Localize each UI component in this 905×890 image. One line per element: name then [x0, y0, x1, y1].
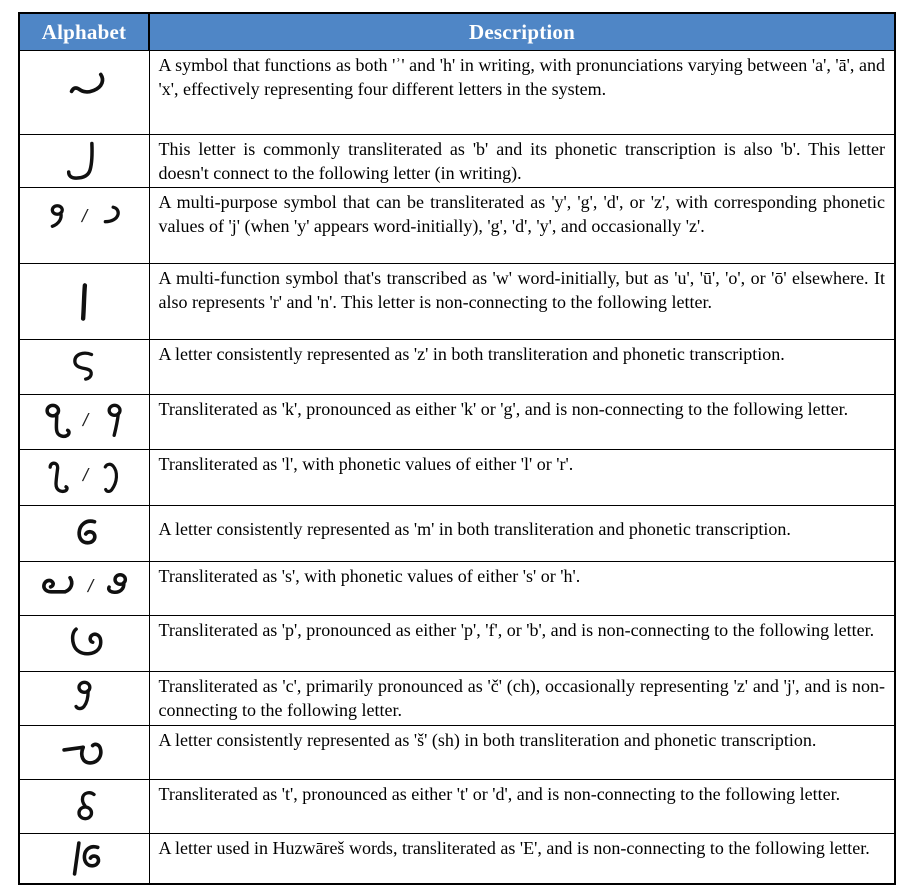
- alphabet-glyph-cell: [19, 562, 149, 616]
- alphabet-glyph-cell: [19, 340, 149, 395]
- description-cell: This letter is commonly transliterated as 'b' and its phonetic transcription is also 'b'. This letter doesn't connect to the following letter (in writing).: [149, 135, 895, 188]
- pahlavi-letter-p-glyph: [63, 621, 105, 667]
- description-cell: A letter consistently represented as 'm' in both transliteration and phonetic transcription.: [149, 506, 895, 562]
- table-row: [19, 450, 895, 506]
- alphabet-glyph-cell: [19, 834, 149, 884]
- table-row: [19, 188, 895, 264]
- alphabet-glyph-cell: [19, 726, 149, 780]
- pahlavi-letter-yd_right-glyph: [94, 200, 128, 237]
- pahlavi-letter-c-glyph: [64, 677, 104, 721]
- table-row: [19, 264, 895, 340]
- pahlavi-letter-yd_left-glyph: [41, 200, 75, 237]
- glyph-separator-slash: /: [79, 206, 89, 226]
- pahlavi-letter-sh-glyph: [58, 730, 110, 775]
- pahlavi-letter-s_right-glyph: [100, 568, 138, 610]
- pahlavi-letter-s_left-glyph: [31, 567, 81, 610]
- alphabet-glyph-cell: [19, 188, 149, 264]
- alphabet-glyph-cell: [19, 264, 149, 340]
- glyph-separator-slash: /: [80, 409, 90, 430]
- description-column-header: Description: [149, 13, 895, 51]
- alphabet-glyph-cell: [19, 616, 149, 672]
- table-row: [19, 780, 895, 834]
- pahlavi-letter-z-glyph: [64, 345, 104, 389]
- alphabet-glyph-cell: [19, 506, 149, 562]
- table-row: [19, 506, 895, 562]
- description-cell: Transliterated as 's', with phonetic values of either 's' or 'h'.: [149, 562, 895, 616]
- alphabet-column-header: Alphabet: [19, 13, 149, 51]
- table-row: [19, 834, 895, 884]
- description-cell: A letter consistently represented as 'š' (sh) in both transliteration and phonetic transcription.: [149, 726, 895, 780]
- alphabet-glyph-cell: [19, 450, 149, 506]
- description-cell: Transliterated as 'l', with phonetic values of either 'l' or 'r'.: [149, 450, 895, 506]
- pahlavi-letter-l_left-glyph: [36, 456, 76, 500]
- description-cell: Transliterated as 't', pronounced as either 't' or 'd', and is non-connecting to the following letter.: [149, 780, 895, 834]
- glyph-separator-slash: /: [85, 576, 95, 596]
- description-cell: Transliterated as 'p', pronounced as either 'p', 'f', or 'b', and is non-connecting to the following letter.: [149, 616, 895, 672]
- alphabet-glyph-cell: [19, 672, 149, 726]
- description-cell: Transliterated as 'k', pronounced as either 'k' or 'g', and is non-connecting to the following letter.: [149, 395, 895, 450]
- alphabet-glyph-cell: [19, 780, 149, 834]
- description-cell: A multi-purpose symbol that can be transliterated as 'y', 'g', 'd', or 'z', with corresponding phonetic values of 'j' (when 'y' appears word-initially), 'g', 'd', 'y', and occasionally 'z'.: [149, 188, 895, 264]
- description-cell: A symbol that functions as both 'ʾ' and 'h' in writing, with pronunciations varying between 'a', 'ā', and 'x', effectively representing four different letters in the system.: [149, 51, 895, 135]
- table-row: [19, 135, 895, 188]
- pahlavi-letter-k_right-glyph: [95, 400, 135, 444]
- description-cell: Transliterated as 'c', primarily pronounced as 'č' (ch), occasionally representing 'z' and 'j', and is non-connecting to the following letter.: [149, 672, 895, 726]
- description-cell: A letter consistently represented as 'z' in both transliteration and phonetic transcription.: [149, 340, 895, 395]
- pahlavi-letter-E-glyph: [60, 836, 108, 881]
- alphabet-glyph-cell: [19, 135, 149, 188]
- description-cell: A multi-function symbol that's transcribed as 'w' word-initially, but as 'u', 'ū', 'o', or 'ō' elsewhere. It also represents 'r' and 'n'. This letter is non-connecting to the following letter.: [149, 264, 895, 340]
- alphabet-glyph-cell: [19, 395, 149, 450]
- alphabet-table: [18, 12, 896, 885]
- table-row: [19, 395, 895, 450]
- pahlavi-letter-k_left-glyph: [34, 399, 76, 445]
- pahlavi-letter-b-glyph: [63, 138, 105, 184]
- pahlavi-letter-alif-glyph: [63, 279, 105, 325]
- table-row: [19, 616, 895, 672]
- pahlavi-letter-l_right-glyph: [95, 456, 133, 500]
- table-row: [19, 51, 895, 135]
- glyph-separator-slash: /: [80, 465, 90, 485]
- pahlavi-letter-m-glyph: [63, 511, 105, 557]
- table-row: [19, 340, 895, 395]
- pahlavi-letter-t-glyph: [64, 785, 104, 829]
- table-row: [19, 726, 895, 780]
- description-cell: A letter used in Huzwāreš words, transliterated as 'E', and is non-connecting to the following letter.: [149, 834, 895, 884]
- pahlavi-letter-aleph-glyph: [52, 63, 116, 109]
- header-row: [19, 13, 895, 51]
- table-row: [19, 562, 895, 616]
- alphabet-glyph-cell: [19, 51, 149, 135]
- table-row: [19, 672, 895, 726]
